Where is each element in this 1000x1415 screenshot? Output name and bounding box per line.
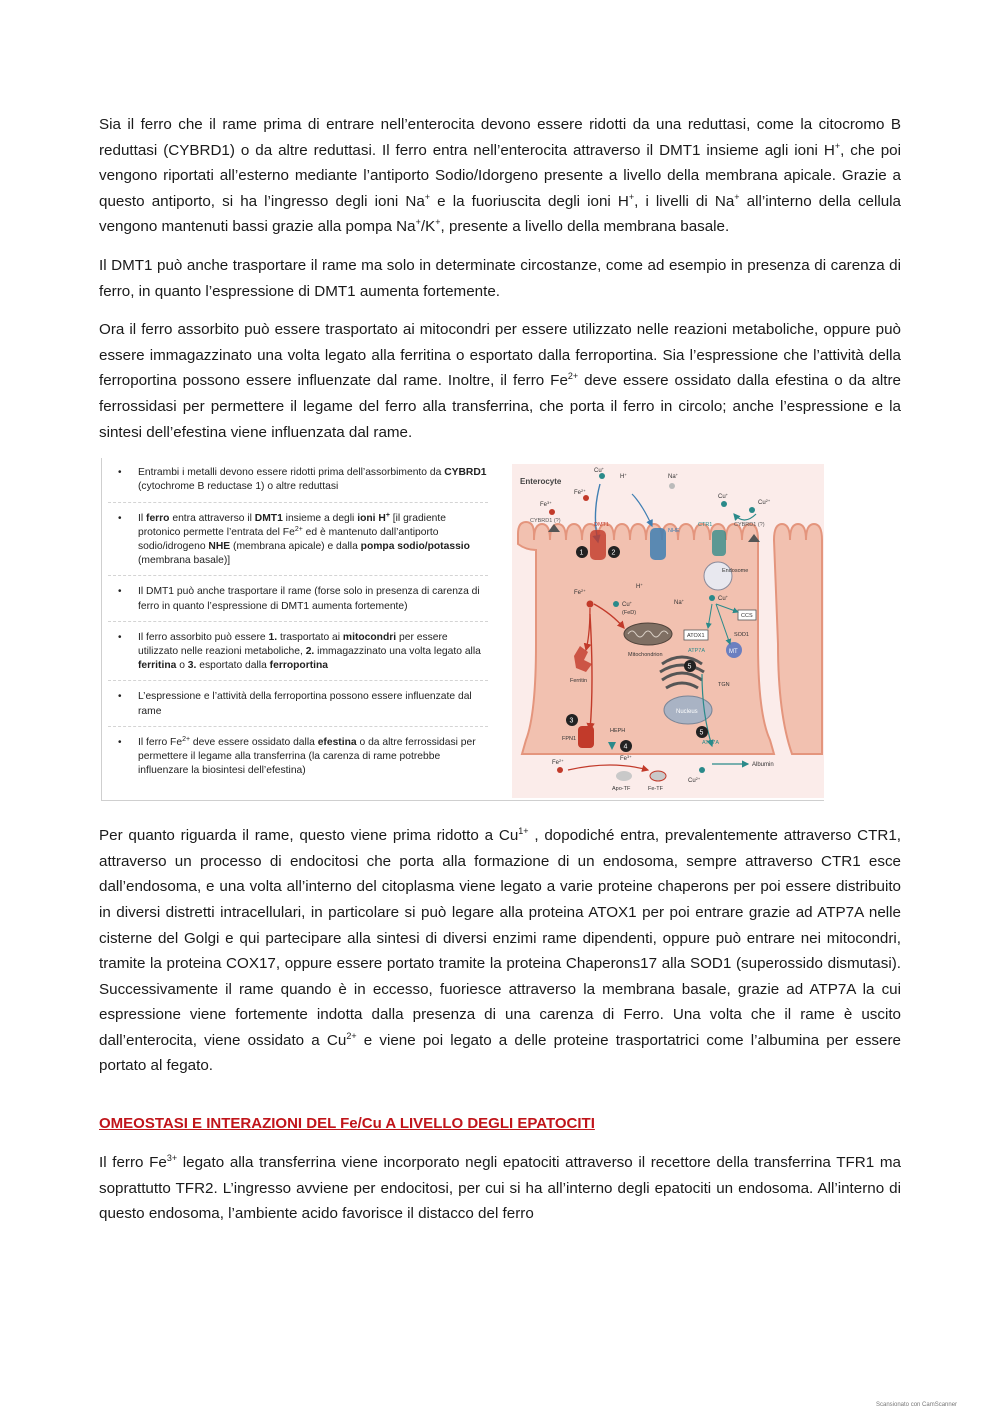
cu-ion-icon bbox=[721, 501, 727, 507]
fe-ion-icon bbox=[587, 601, 594, 608]
paragraph-2: Il DMT1 può anche trasportare il rame ma solo in determinate circostanze, come ad esempio in presenza di carenza di ferro, in quanto l’espressione di DMT1 aumenta fortemente. bbox=[99, 256, 901, 300]
endosome-label: Endosome bbox=[722, 568, 749, 575]
fe-ion-icon bbox=[557, 767, 563, 773]
enterocyte-diagram-svg bbox=[512, 464, 824, 798]
endosome-icon bbox=[704, 562, 732, 590]
page-content bbox=[99, 112, 901, 1240]
paragraph-4: Per quanto riguarda il rame, questo viene prima ridotto a $Cu^{1+}$ , dopodiché entra, prevalentemente attraverso CTR1, attraverso un processo di endocitosi che porta alla formazione di un endosoma, sempre attraverso CTR1 esce dall’endosoma, e una volta all’interno del citoplasma viene legato a varie proteine chaperons per poi essere distribuito in diversi distretti intracellulari, in particolare si può legare alla proteina ATOX1 per poi entrare grazie ad ATP7A nelle cisterne del Golgi e qui partecipare alla sintesi di diversi enzimi rame dipendenti, oppure può entrare nei mitocondri, tramite la proteina COX17, oppure essere portato tramite la proteina Chaperons17 alla SOD1 (superossido dismutasi). Successivamente il rame quando è in eccesso, fuoriesce attraverso la membrana basale, grazie ad ATP7A la cui espressione viene fortemente indotta dalla presenza di una carenza di Ferro. Una volta che il rame è uscito dall’enterocita, viene ossidato a $Cu^{2+}$ e viene poi legato a delle proteine trasportatrici come l’albumina per essere portato al fegato. bbox=[99, 826, 902, 1075]
nucleus-label: Nucleus bbox=[676, 709, 698, 716]
enterocyte-label: Enterocyte bbox=[520, 477, 562, 487]
fe-tf-label: Fe-TF bbox=[648, 786, 663, 793]
enterocyte-diagram bbox=[512, 464, 824, 798]
ccs-label: CCS bbox=[741, 613, 753, 620]
cu-label-top: Cu+ bbox=[594, 466, 605, 475]
fe2-label-cytosol: $Fe^{2+}$ bbox=[574, 588, 586, 597]
fe2-label-top: $Fe^{2+}$ bbox=[574, 488, 586, 497]
cu-ion-icon bbox=[709, 595, 715, 601]
figure-bullet-1: • Entrambi i metalli devono essere ridotti prima dell’assorbimento da CYBRD1 (cytochrome B reductase 1) o altre reduttasi bbox=[108, 466, 488, 502]
figure-bullet-4: • Il ferro assorbito può essere 1. trasportato ai mitocondri per essere utilizzato nelle reazioni metaboliche, 2. immagazzinato una volta legato alla ferritina o 3. esportato dalla ferroportina bbox=[108, 631, 488, 682]
mt-label: MT bbox=[729, 649, 738, 656]
ctr1-transporter-icon bbox=[712, 530, 726, 556]
cu-label-fed: Cu+ bbox=[622, 600, 633, 609]
slide-figure bbox=[101, 458, 824, 801]
bullet-marker: • bbox=[118, 691, 122, 703]
dmt1-transporter-icon bbox=[590, 530, 606, 560]
bullet-marker: • bbox=[118, 512, 122, 524]
fe-tf-icon bbox=[650, 771, 666, 781]
fe-ion-icon bbox=[549, 509, 555, 515]
tgn-label: TGN bbox=[718, 682, 730, 689]
mitochondrion-label: Mitochondrion bbox=[628, 652, 663, 659]
fe3-label-top: $Fe^{3+}$ bbox=[540, 500, 552, 509]
cu2-label-blood: $Cu^{2+}$ bbox=[688, 776, 701, 785]
figure-bullet-2: • Il ferro entra attraverso il DMT1 insieme a degli ioni H+ [il gradiente protonico permette l’entrata del $Fe^{2+}$ ed è mantenuto dall’antiporto sodio/idrogeno NHE (membrana apicale) e dalla pompa sodio/potassio (membrana basale)] bbox=[108, 512, 488, 577]
bullet-marker: • bbox=[118, 631, 122, 643]
h-label-top: H+ bbox=[620, 472, 627, 481]
figure-bullet-3: • Il DMT1 può anche trasportare il rame (forse solo in presenza di carenza di ferro in quanto l’espressione di DMT1 aumenta fortemente) bbox=[108, 585, 488, 621]
step-3-label: 3 bbox=[569, 717, 574, 725]
paragraph-5: Il ferro $Fe^{3+}$ legato alla transferrina viene incorporato negli epatociti attraverso il recettore della transferrina TFR1 ma soprattutto TFR2. L’ingresso avviene per endocitosi, per cui si ha all’interno degli epatociti un endosoma. All’interno di questo endosoma, l’ambiente acido favorisce il distacco del ferro bbox=[99, 1153, 901, 1223]
cu-ion-icon bbox=[699, 767, 705, 773]
bullet-marker: • bbox=[118, 586, 122, 598]
paragraph-3: Ora il ferro assorbito può essere trasportato ai mitocondri per essere utilizzato nelle reazioni metaboliche, oppure può essere immagazzinato una volta legato alla ferritina o esportato dalla ferroportina. Sia l’espressione che l’attività della ferroportina possono essere influenzate dal rame. Inoltre, il ferro $Fe^{2+}$ deve essere ossidato dalla efestina o da altre ferrossidasi per permettere il legame del ferro alla transferrina, che porta il ferro in circolo; anche l’espressione e la sintesi dell’efestina viene influenzata dal rame. bbox=[99, 321, 901, 441]
fe-ion-icon bbox=[583, 495, 589, 501]
fed-label: (FeD) bbox=[622, 610, 637, 617]
step-4-label: 4 bbox=[623, 743, 628, 751]
cybrd1-left-label: CYBRD1 (?) bbox=[530, 518, 561, 525]
cu-ion-icon bbox=[613, 601, 619, 607]
apo-tf-icon bbox=[616, 771, 632, 781]
fpn1-label: FPN1 bbox=[562, 736, 577, 743]
figure-bullet-5: • L’espressione e l’attività della ferroportina possono essere influenzate dal rame bbox=[108, 690, 488, 726]
fe3-label-blood: $Fe^{3+}$ bbox=[620, 754, 632, 763]
paragraph-1: Sia il ferro che il rame prima di entrare nell’enterocita devono essere ridotti da una reduttasi, come la citocromo B reduttasi (CYBRD1) o da altre reduttasi. Il ferro entra nell’enterocita attraverso il DMT1 insieme agli ioni H+, che poi vengono riportati all’esterno mediante l’antiporto Sodio/Idorgeno presente a livello della membrana apicale. Grazie a questo antiporto, si ha l’ingresso degli ioni Na+ e la fuoriuscita degli ioni H+, i livelli di Na+ all’interno della cellula vengono mantenuti bassi grazie alla pompa Na+/K+, presente a livello della membrana basale. bbox=[99, 116, 902, 236]
fe2-label-blood: $Fe^{2+}$ bbox=[552, 758, 564, 767]
cu-label-ctr1: Cu+ bbox=[718, 492, 729, 501]
na-ion-icon bbox=[669, 483, 675, 489]
atp7a-bottom-label: ATP7A bbox=[702, 740, 720, 747]
cu-ion-icon bbox=[749, 507, 755, 513]
step-5-label: 5 bbox=[699, 729, 704, 737]
nhe-transporter-icon bbox=[650, 528, 666, 560]
na-label-cytosol: Na+ bbox=[674, 598, 685, 607]
ctr1-label: CTR1 bbox=[698, 522, 713, 529]
nhe-label: NHE bbox=[668, 528, 680, 535]
step-5-golgi-label: 5 bbox=[687, 663, 692, 671]
albumin-label: Albumin bbox=[752, 762, 774, 769]
section-title: OMEOSTASI E INTERAZIONI DEL Fe/Cu A LIVELLO DEGLI EPATOCITI bbox=[99, 1115, 595, 1133]
atp7a-label: ATP7A bbox=[688, 648, 706, 655]
bullet-marker: • bbox=[118, 467, 122, 479]
cybrd1-right-label: CYBRD1 (?) bbox=[734, 522, 765, 529]
bullet-marker: • bbox=[118, 736, 122, 748]
dmt1-label: DMT1 bbox=[594, 522, 609, 529]
step-1-label: 1 bbox=[579, 549, 584, 557]
apo-tf-label: Apo-TF bbox=[612, 786, 631, 793]
fpn1-transporter-icon bbox=[578, 726, 594, 748]
step-2-label: 2 bbox=[611, 549, 616, 557]
scanner-watermark: Scansionato con CamScanner bbox=[876, 1402, 958, 1408]
cu-ion-icon bbox=[599, 473, 605, 479]
heph-label: HEPH bbox=[610, 728, 626, 735]
mitochondrion-icon bbox=[624, 623, 672, 645]
h-label-cytosol: H+ bbox=[636, 582, 643, 591]
figure-bullet-list bbox=[108, 466, 488, 794]
atox1-label: ATOX1 bbox=[687, 633, 705, 640]
na-label-top: Na+ bbox=[668, 472, 679, 481]
cu2-label-top: $Cu^{2+}$ bbox=[758, 498, 771, 507]
sod1-label: SOD1 bbox=[734, 632, 749, 639]
cu-label-cytosol: Cu+ bbox=[718, 594, 729, 603]
figure-bullet-6: • Il ferro $Fe^{2+}$ deve essere ossidato dalla efestina o da altre ferrossidasi per permettere il legame alla transferrina (la carenza di rame potrebbe influenzare la biosintesi dell’efestina) bbox=[118, 735, 476, 777]
ferritin-label: Ferritin bbox=[570, 678, 588, 685]
